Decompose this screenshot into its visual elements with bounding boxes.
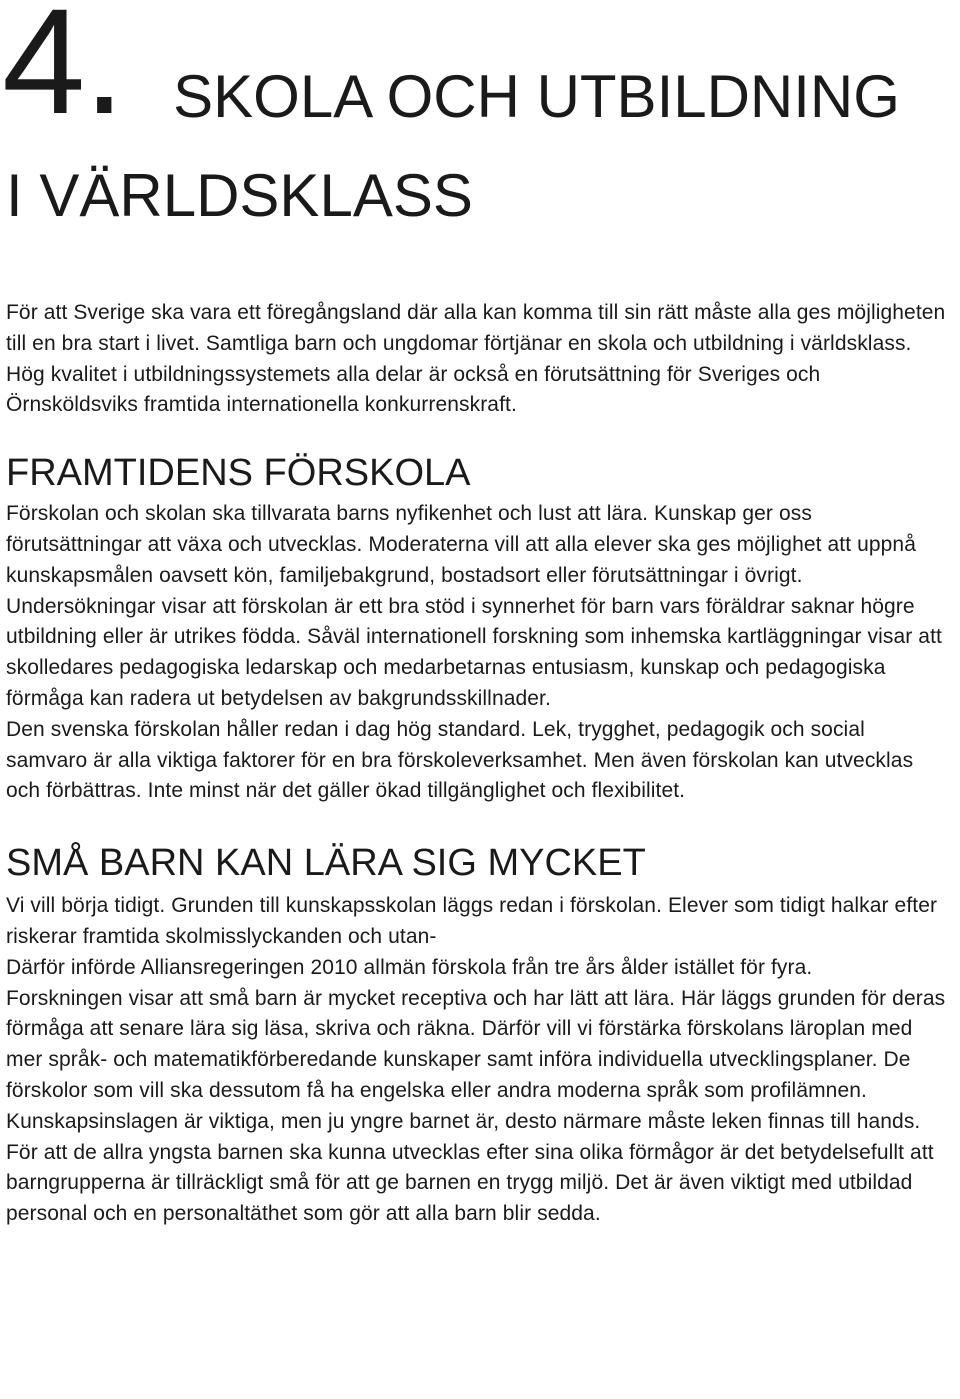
chapter-number: 4. [2, 0, 124, 145]
paragraph: Den svenska förskolan håller redan i dag hög standard. Lek, trygghet, pedagogik och social samvaro är alla viktiga faktorer för en bra förskoleverksamhet. Men även förskolan kan utvecklas och förbättras. Inte minst när det gäller ökad tillgänglighet och flexibilitet. [6, 717, 914, 803]
section-sma-barn [6, 841, 952, 1230]
section-framtidens-forskola [6, 451, 952, 807]
section-heading: FRAMTIDENS FÖRSKOLA [6, 452, 471, 495]
paragraph: Forskningen visar att små barn är mycket receptiva och har lätt att lära. Här läggs grunden för deras förmåga att senare lära sig läsa, skriva och räkna. Därför vill vi förstärka förskolans läroplan med mer språk- och matematikförberedande kunskaper samt införa individuella utvecklingsplaner. De förskolor som vill ska dessutom få ha engelska eller andra moderna språk som profilämnen. [6, 986, 946, 1102]
intro-paragraph: För att Sverige ska vara ett föregångsland där alla kan komma till sin rätt måste alla ges möjligheten till en bra start i livet. Samtliga barn och ungdomar förtjänar en skola och utbildning i världsklass. Hög kvalitet i utbildningssystemets alla delar är också en förutsättning för Sveriges och Örnsköldsviks framtida internationella konkurrenskraft. [6, 301, 946, 417]
section-heading: SMÅ BARN KAN LÄRA SIG MYCKET [6, 842, 646, 885]
paragraph: Förskolan och skolan ska tillvarata barns nyfikenhet och lust att lära. Kunskap ger oss förutsättningar att växa och utvecklas. Moderaterna vill att alla elever ska ges möjlighet att uppnå kunskapsmålen oavsett kön, familjebakgrund, bostadsort eller förutsättningar i övrigt. [6, 502, 916, 587]
paragraph: Kunskapsinslagen är viktiga, men ju yngre barnet är, desto närmare måste leken finnas till hands. För att de allra yngsta barnen ska kunna utvecklas efter sina olika förmågor är det betydelsefullt att barngrupperna är tillräckligt små för att ge barnen en trygg miljö. Det är även viktigt med utbildad personal och en personaltäthet som gör att alla barn blir sedda. [6, 1109, 934, 1226]
paragraph: Därför införde Alliansregeringen 2010 allmän förskola från tre års ålder istället för fyra. [6, 955, 813, 979]
chapter-title-text-2: I VÄRLDSKLASS [6, 162, 473, 229]
paragraph: Vi vill börja tidigt. Grunden till kunskapsskolan läggs redan i förskolan. Elever som tidigt halkar efter riskerar framtida skolmisslyckanden och utan- [6, 894, 938, 948]
chapter-title [2, 0, 952, 229]
paragraph: Undersökningar visar att förskolan är ett bra stöd i synnerhet för barn vars föräldrar saknar högre utbildning eller är utrikes födda. Såväl internationell forskning som inhemska kartläggningar visar att skolledares pedagogiska ledarskap och medarbetarnas entusiasm, kunskap och pedagogiska förmåga kan radera ut betydelsen av bakgrundsskillnader. [6, 594, 942, 710]
chapter-title-text-1: SKOLA OCH UTBILDNING [173, 63, 900, 130]
chapter-title-line-1 [2, 0, 952, 145]
intro-section [6, 298, 952, 421]
